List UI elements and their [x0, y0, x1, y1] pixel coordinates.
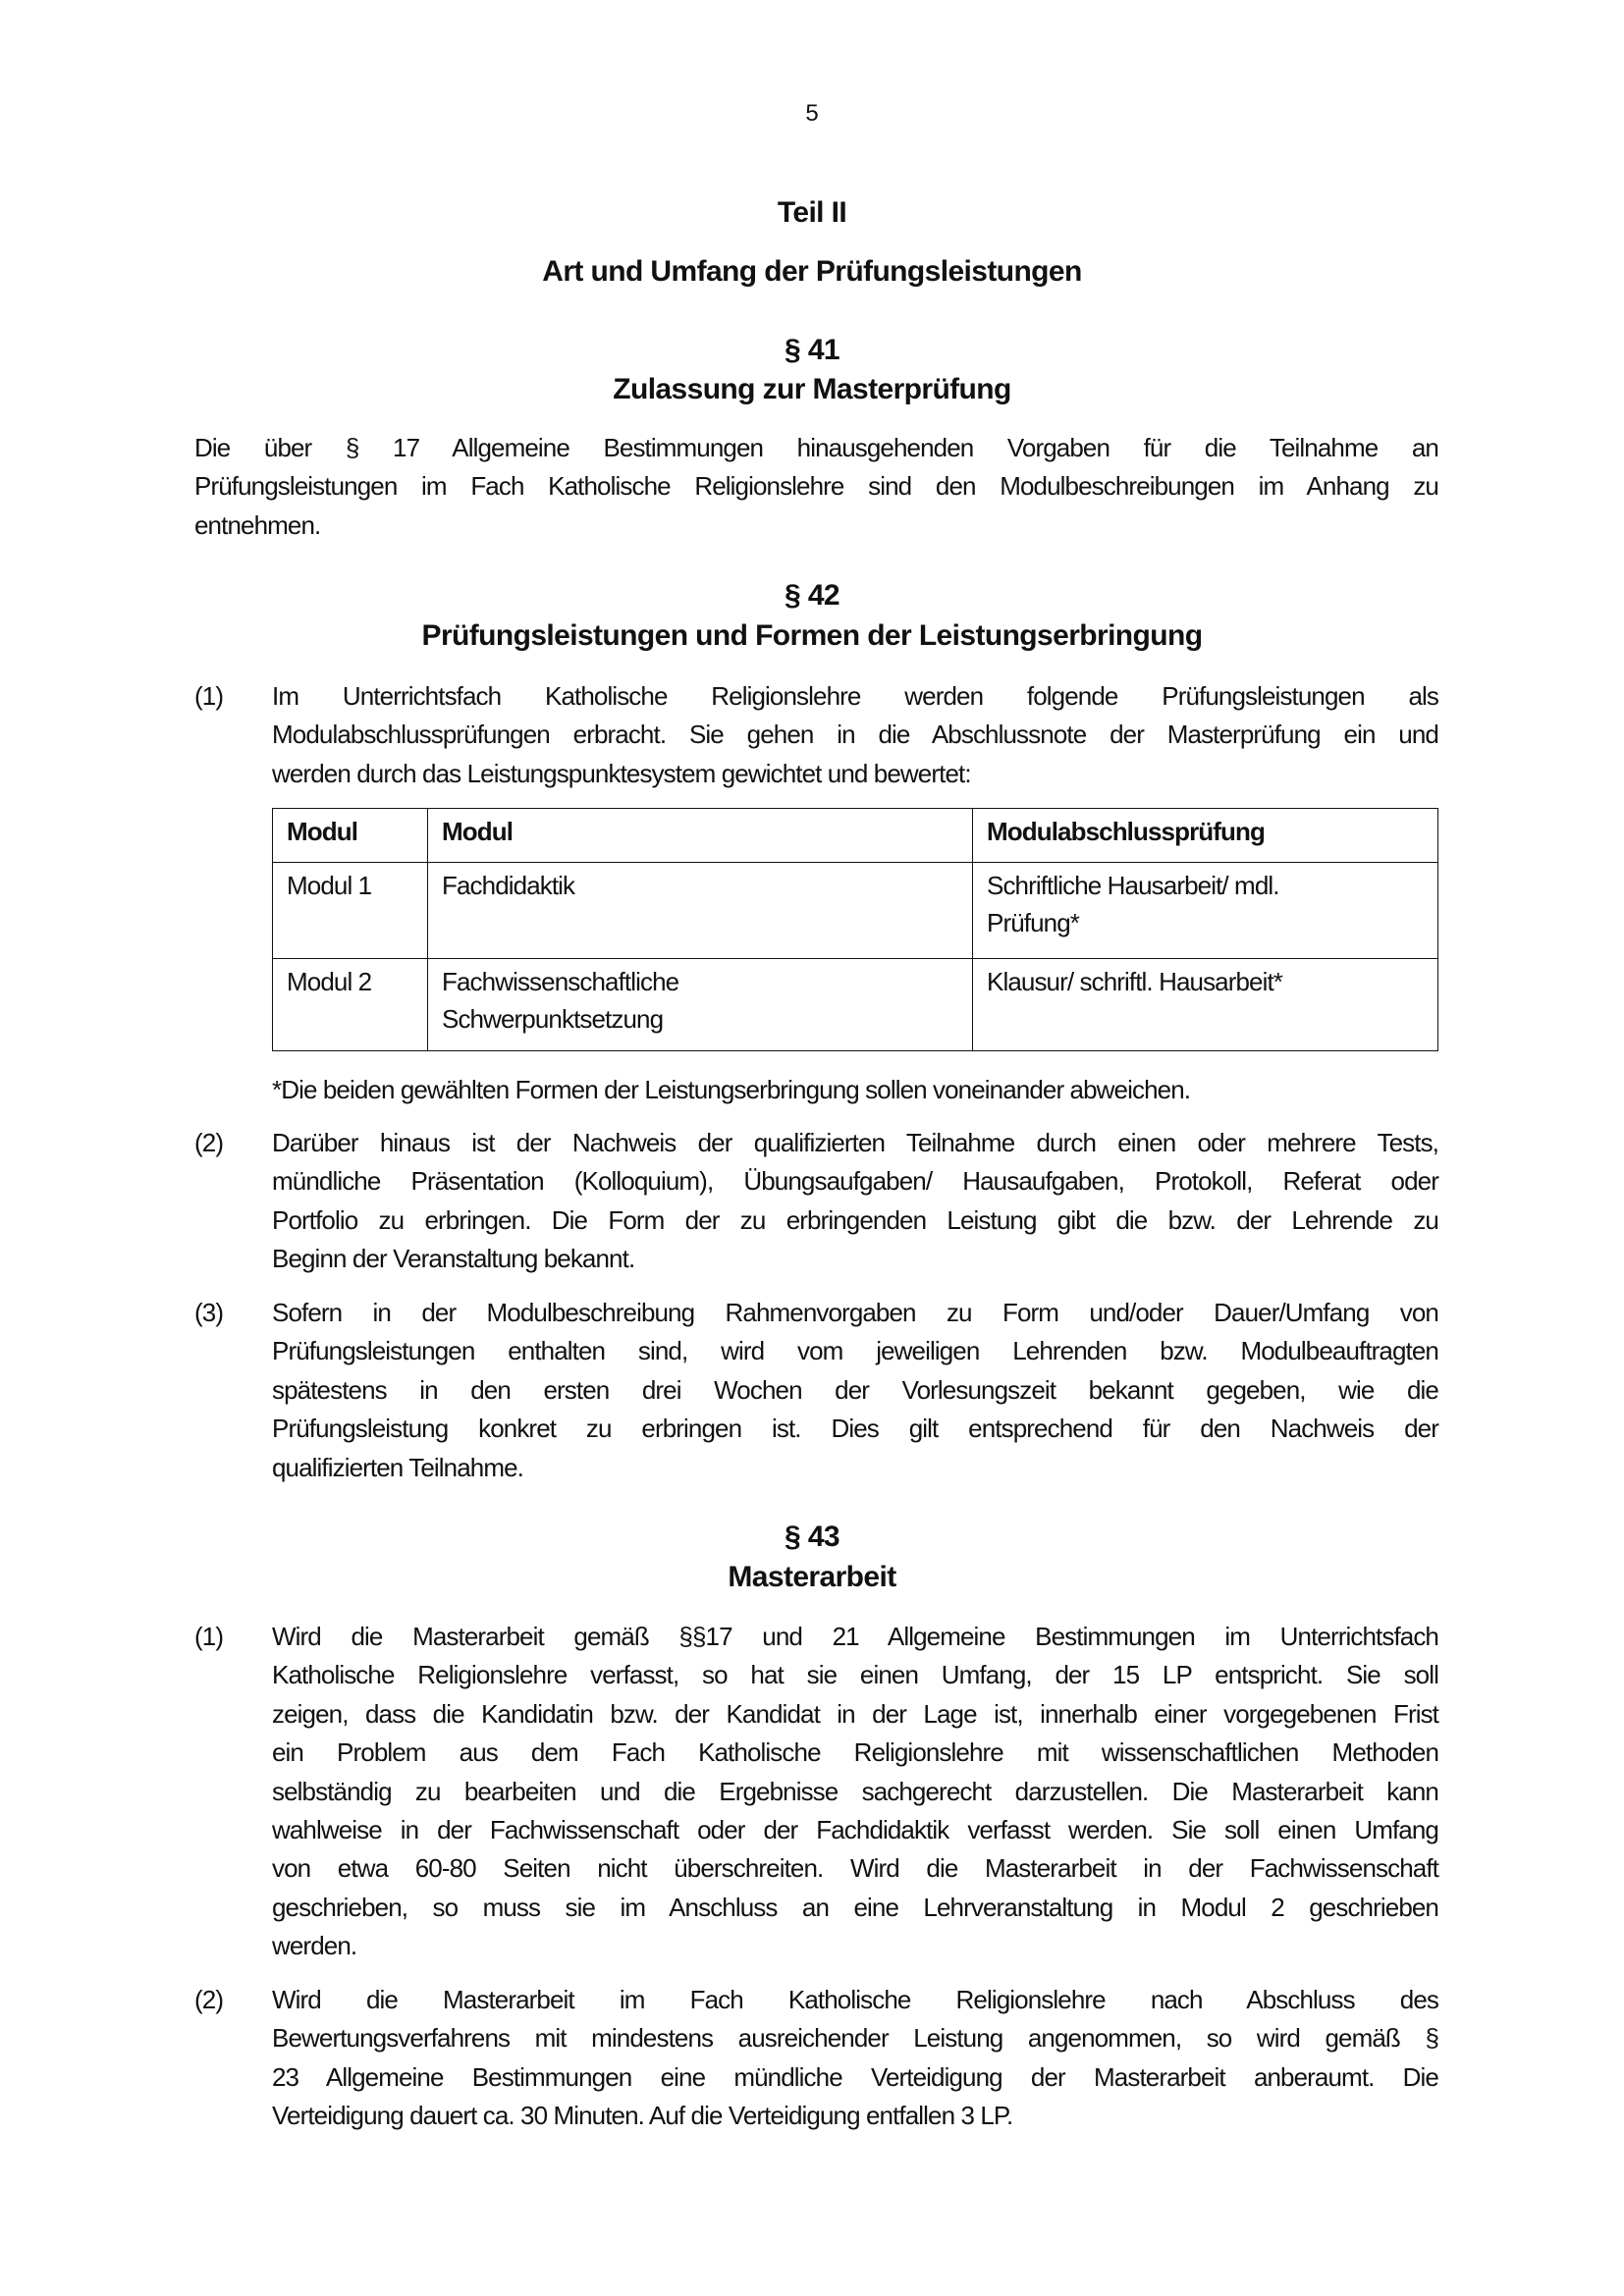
- paragraph-number: (1): [194, 1622, 224, 1651]
- text-line: geschrieben, so muss sie im Anschluss an eine Lehrveranstaltung in Modul 2 geschrieben: [272, 1892, 1438, 1922]
- text-line: Darüber hinaus ist der Nachweis der qualifizierten Teilnahme durch einen oder mehrere Tests,: [272, 1128, 1438, 1157]
- text-line: Prüfungsleistungen enthalten sind, wird vom jeweiligen Lehrenden bzw. Modulbeauftragten: [272, 1336, 1438, 1366]
- text-line: von etwa 60-80 Seiten nicht überschreiten. Wird die Masterarbeit in der Fachwissenschaft: [272, 1853, 1438, 1884]
- table-header: Modul: [273, 809, 428, 863]
- table-header-row: [273, 809, 1438, 863]
- table-row: [273, 959, 1438, 1051]
- section-42-paragraph-3: [272, 1294, 1438, 1487]
- text-line: Wird die Masterarbeit im Fach Katholische Religionslehre nach Abschluss des: [272, 1985, 1438, 2014]
- text-line: Wird die Masterarbeit gemäß §§17 und 21 Allgemeine Bestimmungen im Unterrichtsfach: [272, 1622, 1438, 1651]
- module-exam-table: [272, 808, 1438, 1051]
- text-line: selbständig zu bearbeiten und die Ergebnisse sachgerecht darzustellen. Die Masterarbeit kann: [272, 1776, 1438, 1806]
- paragraph-number: (1): [194, 681, 224, 711]
- section-42-number: § 42: [785, 579, 839, 612]
- table-cell: Modul 2: [273, 959, 428, 1051]
- text-line: 23 Allgemeine Bestimmungen eine mündliche Verteidigung der Masterarbeit anberaumt. Die: [272, 2061, 1438, 2092]
- paragraph-number: (2): [194, 1985, 224, 2014]
- section-42-paragraph-1: [272, 677, 1438, 793]
- table-cell: Klausur/ schriftl. Hausarbeit*: [973, 959, 1438, 1051]
- page-number: 5: [805, 100, 819, 127]
- text-line: ein Problem aus dem Fach Katholische Religionslehre mit wissenschaftlichen Methoden: [272, 1737, 1438, 1768]
- part-heading: Teil II: [777, 196, 847, 229]
- text-line: Sofern in der Modulbeschreibung Rahmenvorgaben zu Form und/oder Dauer/Umfang von: [272, 1298, 1438, 1327]
- text-line: Modulabschlussprüfungen erbracht. Sie gehen in die Abschlussnote der Masterprüfung ein und: [272, 720, 1438, 750]
- text-line: werden durch das Leistungspunktesystem gewichtet und bewertet:: [272, 758, 971, 788]
- section-42-paragraph-2: [272, 1124, 1438, 1279]
- section-43-number: § 43: [785, 1521, 839, 1553]
- table-header: Modul: [428, 809, 973, 863]
- text-line: Verteidigung dauert ca. 30 Minuten. Auf die Verteidigung entfallen 3 LP.: [272, 2101, 1013, 2131]
- text-line: entnehmen.: [194, 509, 321, 540]
- text-line: Portfolio zu erbringen. Die Form der zu erbringenden Leistung gibt die bzw. der Lehrende zu: [272, 1204, 1438, 1235]
- text-line: Im Unterrichtsfach Katholische Religionslehre werden folgende Prüfungsleistungen als: [272, 681, 1438, 711]
- text-line: Katholische Religionslehre verfasst, so hat sie einen Umfang, der 15 LP entspricht. Sie soll: [272, 1660, 1438, 1690]
- text-line: spätestens in den ersten drei Wochen der Vorlesungszeit bekannt gegeben, wie die: [272, 1374, 1438, 1405]
- table-cell: Fachdidaktik: [428, 863, 973, 959]
- table-cell: Schriftliche Hausarbeit/ mdl. Prüfung*: [973, 863, 1438, 959]
- table-cell: Fachwissenschaftliche Schwerpunktsetzung: [428, 959, 973, 1051]
- text-line: zeigen, dass die Kandidatin bzw. der Kandidat in der Lage ist, innerhalb einer vorgegebenen Frist: [272, 1698, 1438, 1729]
- text-line: Beginn der Veranstaltung bekannt.: [272, 1244, 635, 1274]
- text-line: wahlweise in der Fachwissenschaft oder der Fachdidaktik verfasst werden. Sie soll einen Umfang: [272, 1814, 1438, 1844]
- section-41-paragraph: [194, 429, 1438, 545]
- table-row: [273, 863, 1438, 959]
- section-42-title: Prüfungsleistungen und Formen der Leistungserbringung: [421, 619, 1203, 652]
- table-cell: Modul 1: [273, 863, 428, 959]
- paragraph-number: (3): [194, 1298, 224, 1327]
- table-footnote: *Die beiden gewählten Formen der Leistungserbringung sollen voneinander abweichen.: [272, 1075, 1191, 1104]
- text-line: Die über § 17 Allgemeine Bestimmungen hinausgehenden Vorgaben für die Teilnahme an: [194, 433, 1438, 462]
- section-43-paragraph-2: [272, 1981, 1438, 2136]
- text-line: qualifizierten Teilnahme.: [272, 1452, 523, 1482]
- part-title: Art und Umfang der Prüfungsleistungen: [542, 255, 1082, 288]
- text-line: Prüfungsleistungen im Fach Katholische Religionslehre sind den Modulbeschreibungen im Anhang zu: [194, 471, 1438, 502]
- section-41-number: § 41: [785, 334, 839, 366]
- section-41-title: Zulassung zur Masterprüfung: [613, 373, 1011, 405]
- text-line: Bewertungsverfahrens mit mindestens ausreichender Leistung angenommen, so wird gemäß §: [272, 2023, 1438, 2054]
- text-line: werden.: [272, 1931, 357, 1961]
- section-43-title: Masterarbeit: [728, 1561, 896, 1593]
- text-line: mündliche Präsentation (Kolloquium), Übungsaufgaben/ Hausaufgaben, Protokoll, Referat oder: [272, 1166, 1438, 1197]
- paragraph-number: (2): [194, 1128, 224, 1157]
- table-header: Modulabschlussprüfung: [973, 809, 1438, 863]
- text-line: Prüfungsleistung konkret zu erbringen ist. Dies gilt entsprechend für den Nachweis der: [272, 1414, 1438, 1444]
- section-43-paragraph-1: [272, 1618, 1438, 1966]
